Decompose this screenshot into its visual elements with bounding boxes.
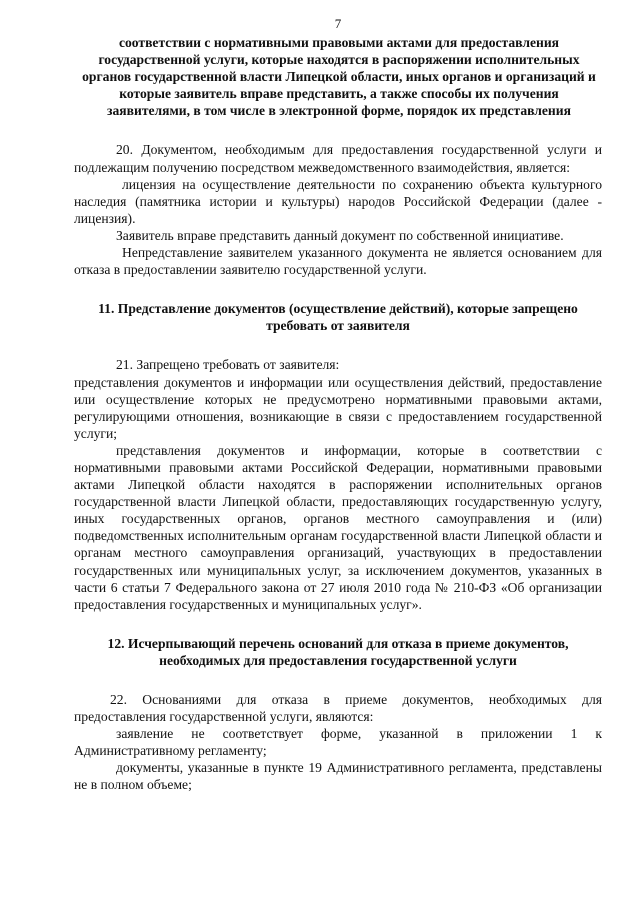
paragraph-22-item-2: документы, указанные в пункте 19 Административного регламента, представлены не в полном объеме; xyxy=(74,760,602,793)
paragraph-20-license: лицензия на осуществление деятельности по сохранению объекта культурного наследия (памятника истории и культуры) народов Российской Федерации (далее - лицензия). xyxy=(74,176,602,226)
paragraph-22-item-1: заявление не соответствует форме, указанной в приложении 1 к Административному регламенту; xyxy=(74,726,602,759)
paragraph-21-item-2: представления документов и информации, которые в соответствии с нормативными правовыми актами Российской Федерации, нормативными правовыми актами Липецкой области находятся в распоряжении исполнительных органов государственной власти Липецкой области, предоставляющих государственную услугу, иных государственных органов, органов местного самоуправления и (или) подведомственных исполнительным органам государственной власти Липецкой области и органам местного самоуправления организаций, участвующих в предоставлении государственных или муниципальных услуг, за исключением документов, указанных в части 6 статьи 7 Федерального закона от 27 июля 2010 года № 210-ФЗ «Об организации предоставления государственных и муниципальных услуг». xyxy=(74,442,602,612)
paragraph-20-initiative: Заявитель вправе представить данный документ по собственной инициативе. xyxy=(116,227,564,243)
section-heading-continued: соответствии с нормативными правовыми актами для предоставления государственной услуги, которые находятся в распоряжении исполнительных органов государственной власти Липецкой области, иных органов и организаций и которые заявитель вправе представить, а также способы их получения заявителями, в том числе в электронной форме, порядок их представления xyxy=(82,35,596,119)
paragraph-20-non-submission: Непредставление заявителем указанного документа не является основанием для отказа в предоставлении заявителю государственной услуги. xyxy=(74,245,602,278)
paragraph-21-intro: 21. Запрещено требовать от заявителя: xyxy=(116,357,340,373)
paragraph-22-intro: 22. Основаниями для отказа в приеме документов, необходимых для предоставления государственной услуги, являются: xyxy=(74,692,602,725)
paragraph-20-intro: 20. Документом, необходимым для предоставления государственной услуги и подлежащим получению посредством межведомственного взаимодействия, является: xyxy=(74,142,602,175)
page-number: 7 xyxy=(334,16,342,31)
section-heading-12: 12. Исчерпывающий перечень оснований для отказа в приеме документов, необходимых для предоставления государственной услуги xyxy=(107,635,569,668)
paragraph-21-item-1: представления документов и информации или осуществления действий, предоставление или осуществление которых не предусмотрено нормативными правовыми актами, регулирующими отношения, возникающие в связи с предоставлением государственной услуги; xyxy=(74,374,602,441)
section-heading-11: 11. Представление документов (осуществление действий), которые запрещено требовать от заявителя xyxy=(98,301,578,334)
